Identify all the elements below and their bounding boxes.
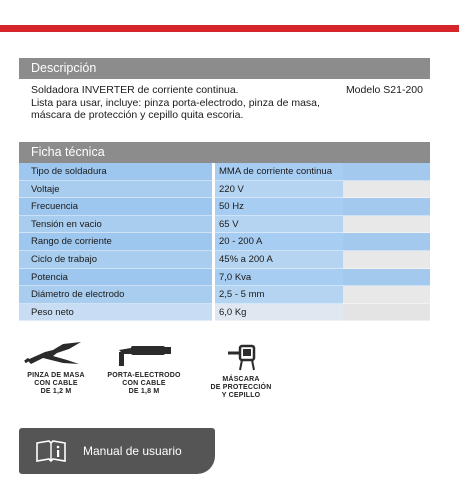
ground-clamp-icon: [23, 340, 89, 368]
accessory-label: PINZA DE MASA: [27, 372, 85, 379]
description-line: máscara de protección y cepillo quita escoria.: [31, 109, 244, 121]
spec-row-filler: [343, 216, 430, 234]
description-line: Lista para usar, incluye: pinza porta-electrodo, pinza de masa,: [31, 96, 320, 109]
spec-label: Voltaje: [19, 181, 212, 199]
spec-row: [19, 233, 430, 251]
spec-row-filler: [343, 233, 430, 251]
spec-row-filler: [343, 304, 430, 322]
spec-row-filler: [343, 198, 430, 216]
spec-value: 50 Hz: [215, 198, 343, 216]
spec-label: Ciclo de trabajo: [19, 251, 212, 269]
description-line: Soldadora INVERTER de corriente continua.: [31, 84, 239, 96]
accessory-label: CON CABLE: [122, 380, 166, 387]
accessory-label: Y CEPILLO: [221, 392, 261, 399]
accessory-label: PORTA-ELECTRODO: [107, 372, 181, 379]
spec-value: 220 V: [215, 181, 343, 199]
spec-value: 65 V: [215, 216, 343, 234]
user-manual-button[interactable]: [19, 428, 215, 474]
spec-label: Tipo de soldadura: [19, 163, 212, 181]
spec-row: [19, 198, 430, 216]
spec-row-filler: [343, 163, 430, 181]
spec-row-filler: [343, 181, 430, 199]
accessory-label: DE PROTECCIÓN: [210, 384, 272, 391]
spec-label: Rango de corriente: [19, 233, 212, 251]
spec-value: 45% a 200 A: [215, 251, 343, 269]
spec-row-filler: [343, 269, 430, 287]
spec-row-filler: [343, 251, 430, 269]
book-info-icon: [35, 439, 67, 463]
welding-mask-icon: [214, 342, 268, 372]
accessory-electrode-holder: [101, 340, 187, 396]
model-number: Modelo S21-200: [345, 84, 423, 96]
spec-row-filler: [343, 286, 430, 304]
spec-value: 20 - 200 A: [215, 233, 343, 251]
spec-sheet-header: Ficha técnica: [19, 142, 430, 163]
spec-value: 2,5 - 5 mm: [215, 286, 343, 304]
spec-table: [19, 163, 430, 321]
spec-label: Diámetro de electrodo: [19, 286, 212, 304]
accessory-label: CON CABLE: [34, 380, 78, 387]
accessory-label: DE 1,8 M: [128, 388, 160, 395]
accessory-label: MÁSCARA: [222, 376, 260, 383]
spec-row: [19, 269, 430, 287]
spec-row: [19, 304, 430, 322]
description-header: Descripción: [19, 58, 430, 79]
spec-label: Potencia: [19, 269, 212, 287]
description-body: [31, 84, 431, 122]
accessory-ground-clamp: [14, 340, 98, 396]
user-manual-label: Manual de usuario: [83, 444, 182, 458]
spec-row: [19, 216, 430, 234]
electrode-holder-icon: [113, 340, 175, 368]
accessory-welding-mask: [198, 342, 284, 400]
spec-row: [19, 163, 430, 181]
spec-row: [19, 251, 430, 269]
spec-value: MMA de corriente continua: [215, 163, 343, 181]
spec-value: 6,0 Kg: [215, 304, 343, 322]
spec-label: Frecuencia: [19, 198, 212, 216]
accessory-label: DE 1,2 M: [40, 388, 72, 395]
spec-value: 7,0 Kva: [215, 269, 343, 287]
top-accent-bar: [0, 25, 459, 32]
spec-label: Tensión en vacio: [19, 216, 212, 234]
spec-row: [19, 181, 430, 199]
spec-row: [19, 286, 430, 304]
spec-label: Peso neto: [19, 304, 212, 322]
